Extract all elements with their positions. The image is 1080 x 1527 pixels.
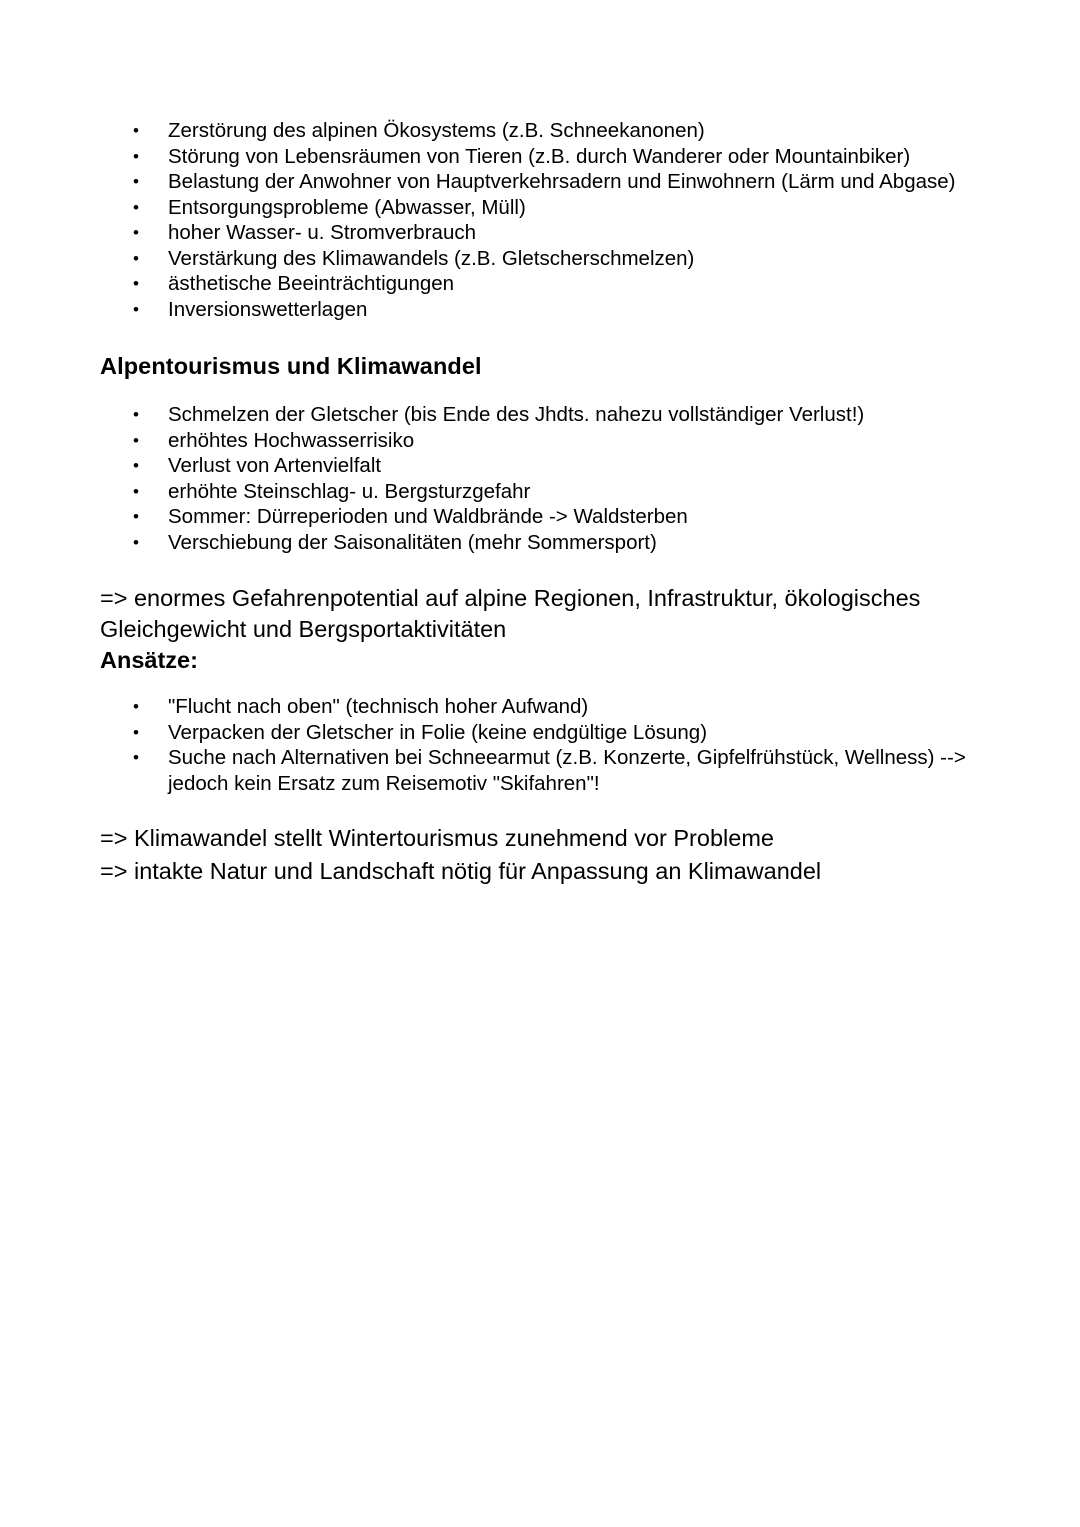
climate-list — [100, 402, 980, 555]
list-item — [100, 169, 980, 195]
list-item-text: • hoher Wasser- u. Stromverbrauch — [168, 221, 476, 244]
conclusion-paragraph-2: => Klimawandel stellt Wintertourismus zunehmend vor Probleme — [100, 825, 774, 851]
list-item — [100, 453, 980, 479]
list-item-text: • Zerstörung des alpinen Ökosystems (z.B. Schneekanonen) — [168, 119, 705, 142]
list-item-text: • erhöhte Steinschlag- u. Bergsturzgefahr — [168, 479, 531, 503]
spacer — [100, 796, 980, 822]
list-item-text: • Sommer: Dürreperioden und Waldbrände -> Waldsterben — [168, 505, 688, 528]
list-item — [100, 428, 980, 454]
list-item — [100, 402, 980, 428]
list-item-text: • Verlust von Artenvielfalt — [168, 454, 382, 477]
conclusion-paragraph-3: => intakte Natur und Landschaft nötig für Anpassung an Klimawandel — [100, 858, 822, 884]
approaches-list — [100, 694, 980, 796]
list-item — [100, 246, 980, 272]
list-item — [100, 504, 980, 530]
spacer — [100, 555, 980, 583]
list-item — [100, 118, 980, 144]
list-item-text: • Schmelzen der Gletscher (bis Ende des Jhdts. nahezu vollständiger Verlust!) — [168, 403, 865, 426]
list-item — [100, 720, 980, 746]
list-item — [100, 530, 980, 556]
list-item — [100, 297, 980, 323]
list-item — [100, 195, 980, 221]
list-item-text: • "Flucht nach oben" (technisch hoher Aufwand) — [168, 695, 589, 718]
list-item-text: • erhöhtes Hochwasserrisiko — [168, 428, 415, 452]
list-item-text: • Entsorgungsprobleme (Abwasser, Müll) — [168, 195, 526, 219]
list-item — [100, 271, 980, 297]
list-item — [100, 745, 980, 796]
list-item-text: • ästhetische Beeinträchtigungen — [168, 272, 455, 295]
list-item-text: • Inversionswetterlagen — [168, 297, 368, 321]
impacts-list — [100, 118, 980, 322]
list-item — [100, 144, 980, 170]
list-item-text: • Belastung der Anwohner von Hauptverkehrsadern und Einwohnern (Lärm und Abgase) — [168, 170, 956, 193]
list-item-text: • Verschiebung der Saisonalitäten (mehr Sommersport) — [168, 530, 657, 554]
list-item-text: • Verpacken der Gletscher in Folie (keine endgültige Lösung) — [168, 720, 708, 744]
list-item — [100, 694, 980, 720]
section-heading-climate: Alpentourismus und Klimawandel — [100, 353, 482, 379]
list-item-text: • Suche nach Alternativen bei Schneearmut (z.B. Konzerte, Gipfelfrühstück, Wellness) --> jedoch kein Ersatz zum Reisemotiv "Skifahren"! — [168, 746, 966, 795]
approaches-label: Ansätze: — [100, 647, 198, 673]
list-item — [100, 220, 980, 246]
list-item-text: • Verstärkung des Klimawandels (z.B. Gletscherschmelzen) — [168, 246, 695, 270]
list-item-text: • Störung von Lebensräumen von Tieren (z.B. durch Wanderer oder Mountainbiker) — [168, 144, 911, 168]
list-item — [100, 479, 980, 505]
conclusion-paragraph-1: => enormes Gefahrenpotential auf alpine Regionen, Infrastruktur, ökologisches Gleichgewicht und Bergsportaktivitäten — [100, 585, 921, 642]
